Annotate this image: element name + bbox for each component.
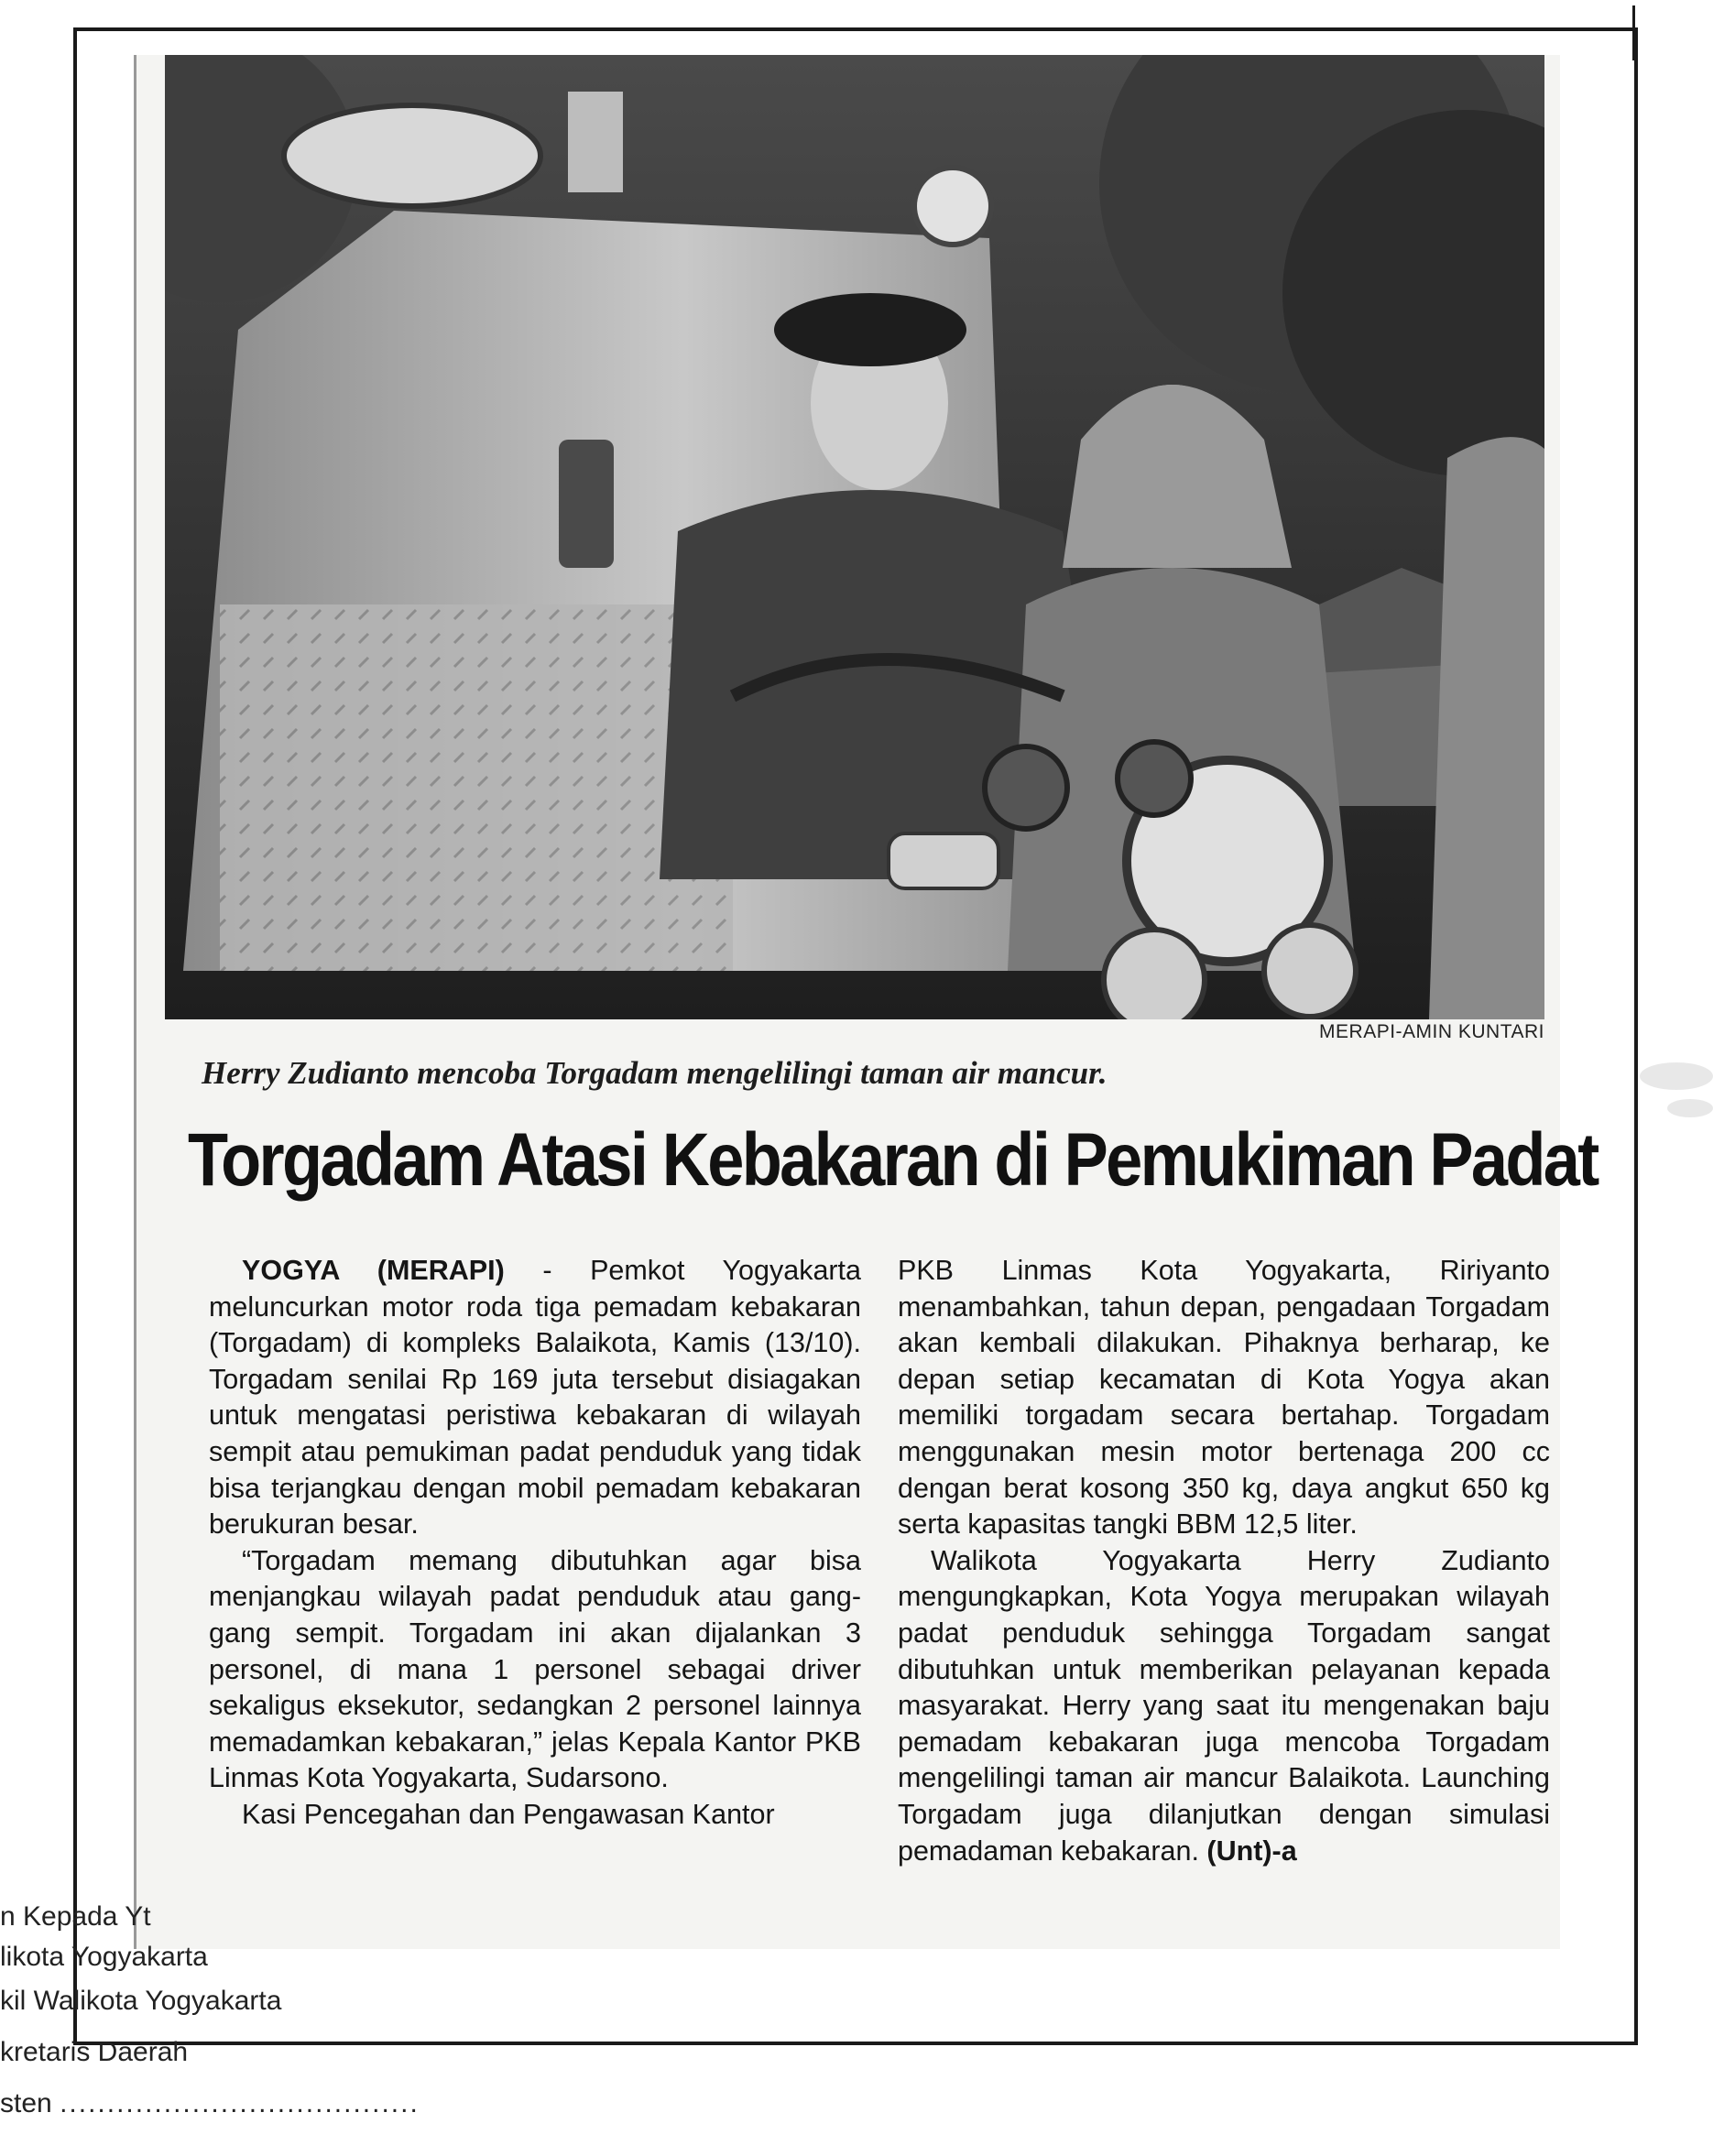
scan-artifact xyxy=(1667,1099,1713,1117)
memo-line-4: kretaris Daerah xyxy=(0,2037,189,2067)
memo-line-5 xyxy=(0,2088,420,2119)
memo-line-5-label: sten xyxy=(0,2088,52,2118)
memo-blank-line: ...................................... xyxy=(60,2088,420,2118)
memo-line-3: kil Walikota Yogyakarta xyxy=(0,1986,282,2016)
dateline: YOGYA (MERAPI) xyxy=(242,1255,505,1286)
paragraph-lead xyxy=(209,1253,861,1543)
news-photo xyxy=(165,55,1544,1019)
paragraph-closing xyxy=(898,1543,1550,1869)
article-column-left xyxy=(209,1253,861,1834)
memo-line-2: likota Yogyakarta xyxy=(0,1942,208,1972)
memo-line-1: n Kepada Yt xyxy=(0,1901,151,1932)
paragraph-quote: “Torgadam memang dibutuhkan agar bisa menjangkau wilayah padat penduduk atau gang-gang sempit. Torgadam ini akan dijalankan 3 personel, di mana 1 personel sebagai driver sekaligus eksekutor, sedangkan 2 personel lainnya memadamkan kebakaran,” jelas Kepala Kantor PKB Linmas Kota Yogyakarta, Sudarsono. xyxy=(209,1544,861,1794)
article-column-right xyxy=(898,1253,1550,1869)
author-signoff: (Unt)-a xyxy=(1206,1835,1297,1867)
frame-edge-mark xyxy=(1632,5,1635,60)
lead-text: - Pemkot Yogyakarta meluncurkan motor roda tiga pemadam kebakaran (Torgadam) di kompleks Balaikota, Kamis (13/10). Torgadam senilai Rp 169 juta tersebut disiagakan untuk mengatasi peristiwa kebakaran di wilayah sempit atau pemukiman padat penduduk yang tidak bisa terjangkau dengan mobil pemadam kebakaran berukuran besar. xyxy=(209,1255,861,1541)
paragraph-continues: Kasi Pencegahan dan Pengawasan Kantor xyxy=(242,1798,775,1830)
paragraph-continuation: PKB Linmas Kota Yogyakarta, Ririyanto menambahkan, tahun depan, pengadaan Torgadam akan kembali dilakukan. Pihaknya berharap, ke depan setiap kecamatan di Kota Yogya akan memiliki torgadam secara bertahap. Torgadam menggunakan mesin motor bertenaga 200 cc dengan berat kosong 350 kg, daya angkut 650 kg serta kapasitas tangki BBM 12,5 liter. xyxy=(898,1255,1550,1541)
photo-credit: MERAPI-AMIN KUNTARI xyxy=(1319,1021,1544,1042)
article-headline: Torgadam Atasi Kebakaran di Pemukiman Padat xyxy=(188,1118,1598,1202)
photo-caption: Herry Zudianto mencoba Torgadam mengelilingi taman air mancur. xyxy=(202,1055,1108,1091)
scan-artifact xyxy=(1640,1062,1713,1090)
closing-text: Walikota Yogyakarta Herry Zudianto mengungkapkan, Kota Yogya merupakan wilayah padat penduduk sehingga Torgadam sangat dibutuhkan untuk memberikan pelayanan kepada masyarakat. Herry yang saat itu mengenakan baju pemadam kebakaran juga mencoba Torgadam mengelilingi taman air mancur Balaikota. Launching Torgadam juga dilanjutkan dengan simulasi pemadaman kebakaran. xyxy=(898,1544,1550,1867)
